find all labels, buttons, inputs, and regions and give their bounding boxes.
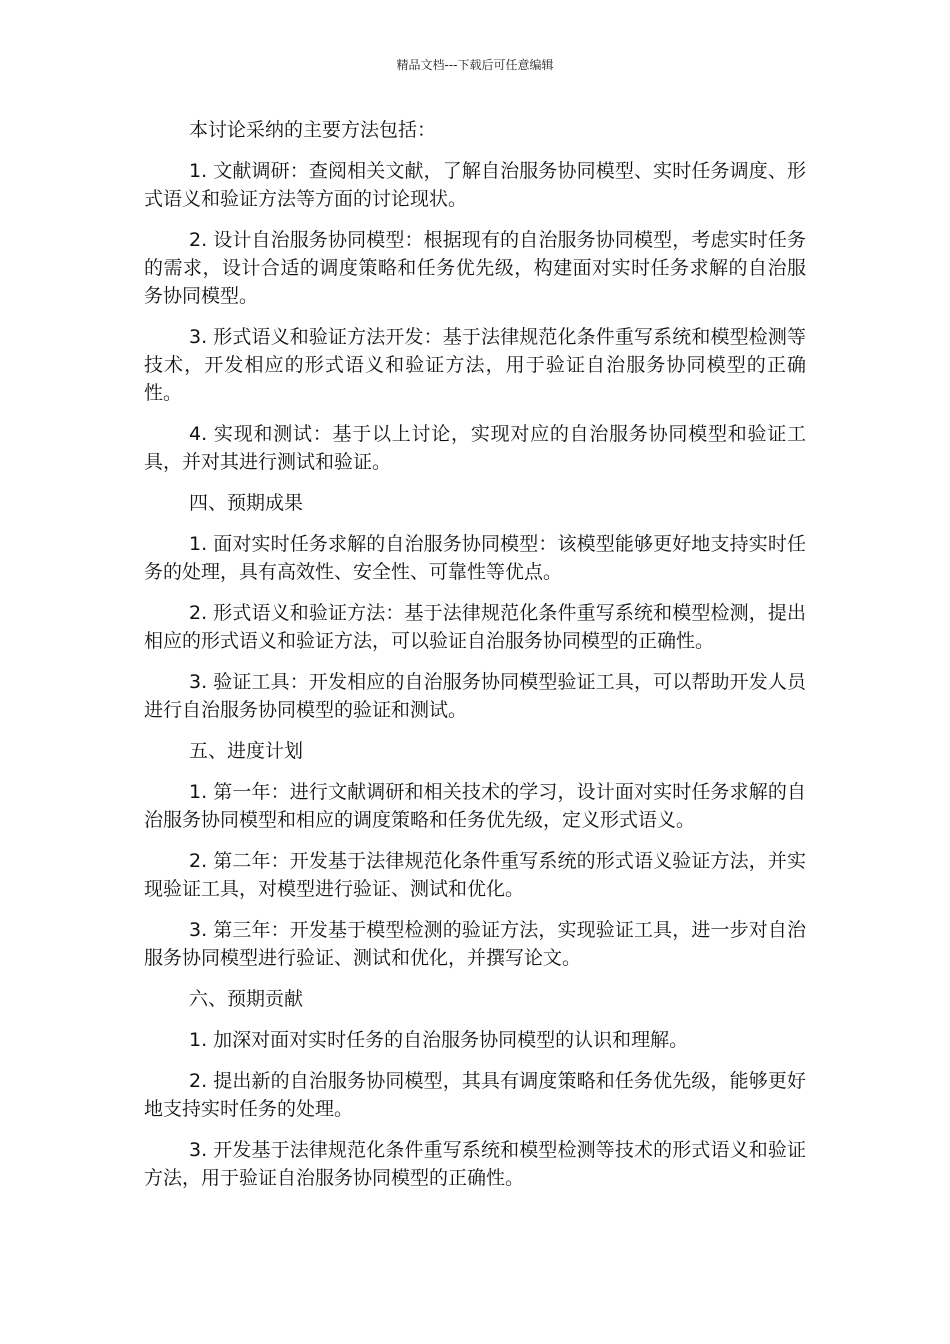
methods-intro-paragraph: 本讨论采纳的主要方法包括：	[189, 119, 437, 141]
contribution-item-3: 3. 开发基于法律规范化条件重写系统和模型检测等技术的形式语义和验证方法，用于验证自治服务协同模型的正确性。	[144, 1139, 806, 1189]
method-item-formal-semantics: 3. 形式语义和验证方法开发：基于法律规范化条件重写系统和模型检测等技术，开发相应的形式语义和验证方法，用于验证自治服务协同模型的正确性。	[144, 326, 806, 404]
section-heading-contributions: 六、预期贡献	[189, 988, 304, 1010]
schedule-item-year1: 1. 第一年：进行文献调研和相关技术的学习，设计面对实时任务求解的自治服务协同模型和相应的调度策略和任务优先级，定义形式语义。	[144, 781, 806, 831]
schedule-item-year3: 3. 第三年：开发基于模型检测的验证方法，实现验证工具，进一步对自治服务协同模型进行验证、测试和优化，并撰写论文。	[144, 919, 806, 969]
contribution-item-1: 1. 加深对面对实时任务的自治服务协同模型的认识和理解。	[189, 1029, 689, 1051]
section-heading-schedule: 五、进度计划	[189, 740, 304, 762]
section-heading-expected-results: 四、预期成果	[189, 492, 304, 514]
result-item-tool: 3. 验证工具：开发相应的自治服务协同模型验证工具，可以帮助开发人员进行自治服务协同模型的验证和测试。	[144, 671, 806, 721]
document-body	[144, 116, 806, 1205]
method-item-design: 2. 设计自治服务协同模型：根据现有的自治服务协同模型，考虑实时任务的需求，设计合适的调度策略和任务优先级，构建面对实时任务求解的自治服务协同模型。	[144, 229, 806, 307]
page-header: 精品文档---下载后可任意编辑	[396, 58, 554, 72]
result-item-model: 1. 面对实时任务求解的自治服务协同模型：该模型能够更好地支持实时任务的处理，具有高效性、安全性、可靠性等优点。	[144, 533, 806, 583]
schedule-item-year2: 2. 第二年：开发基于法律规范化条件重写系统的形式语义验证方法，并实现验证工具，对模型进行验证、测试和优化。	[144, 850, 806, 900]
method-item-literature: 1. 文献调研：查阅相关文献，了解自治服务协同模型、实时任务调度、形式语义和验证方法等方面的讨论现状。	[144, 160, 806, 210]
result-item-semantics: 2. 形式语义和验证方法：基于法律规范化条件重写系统和模型检测，提出相应的形式语义和验证方法，可以验证自治服务协同模型的正确性。	[144, 602, 806, 652]
method-item-implementation: 4. 实现和测试：基于以上讨论，实现对应的自治服务协同模型和验证工具，并对其进行测试和验证。	[144, 423, 806, 473]
contribution-item-2: 2. 提出新的自治服务协同模型，其具有调度策略和任务优先级，能够更好地支持实时任务的处理。	[144, 1070, 806, 1120]
